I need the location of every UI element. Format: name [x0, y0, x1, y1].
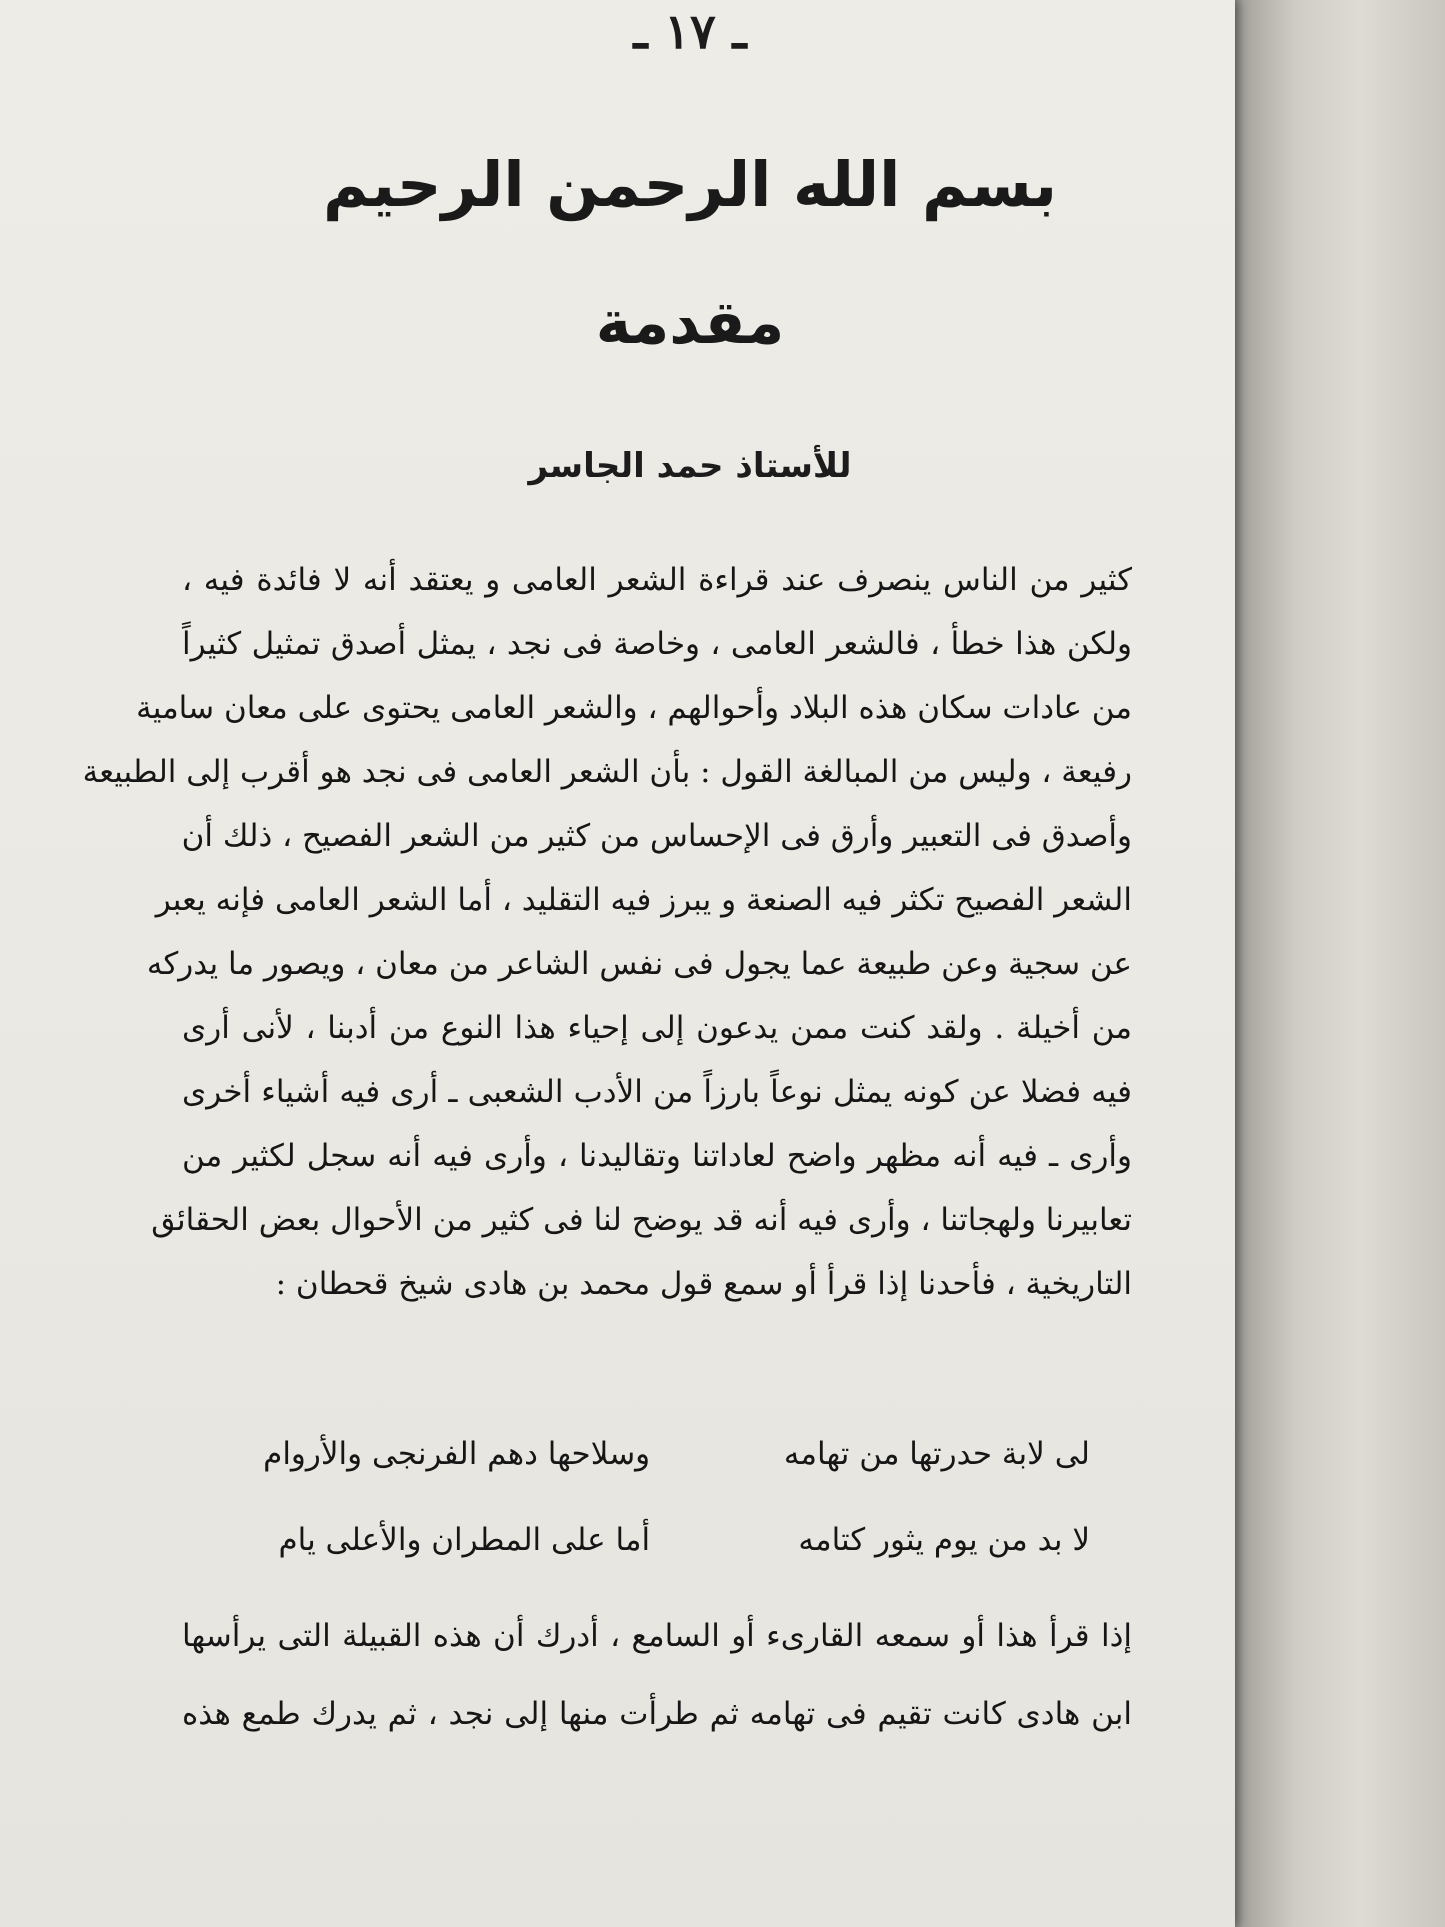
- verse-second-hemistich: أما على المطران والأعلى يام: [278, 1522, 651, 1558]
- section-title: مقدمة: [595, 288, 785, 358]
- text-line: إذا قرأ هذا أو سمعه القارىء أو السامع ، أدرك أن هذه القبيلة التى يرأسها: [182, 1618, 1132, 1654]
- text-line: ابن هادى كانت تقيم فى تهامه ثم طرأت منها إلى نجد ، ثم يدرك طمع هذه: [182, 1696, 1132, 1732]
- text-line: عن سجية وعن طبيعة عما يجول فى نفس الشاعر من معان ، ويصور ما يدركه: [146, 946, 1132, 982]
- verse-line: [230, 1508, 1090, 1572]
- basmala-heading: بسم الله الرحمن الرحيم: [322, 148, 1058, 221]
- text-line: ولكن هذا خطأ ، فالشعر العامى ، وخاصة فى نجد ، يمثل أصدق تمثيل كثيراً: [182, 626, 1132, 662]
- text-line: تعابيرنا ولهجاتنا ، وأرى فيه أنه قد يوضح لنا فى كثير من الأحوال بعض الحقائق: [151, 1202, 1132, 1238]
- verse-line: [230, 1422, 1090, 1486]
- text-line: وأرى ـ فيه أنه مظهر واضح لعاداتنا وتقاليدنا ، وأرى فيه أنه سجل لكثير من: [182, 1138, 1132, 1174]
- text-line: التاريخية ، فأحدنا إذا قرأ أو سمع قول محمد بن هادى شيخ قحطان :: [275, 1266, 1132, 1302]
- verse-second-hemistich: وسلاحها دهم الفرنجى والأروام: [263, 1436, 651, 1472]
- text-line: من أخيلة . ولقد كنت ممن يدعون إلى إحياء هذا النوع من أدبنا ، لأنى أرى: [182, 1010, 1132, 1046]
- verse-first-hemistich: لى لابة حدرتها من تهامه: [783, 1436, 1090, 1472]
- text-line: الشعر الفصيح تكثر فيه الصنعة و يبرز فيه التقليد ، أما الشعر العامى فإنه يعبر: [155, 882, 1132, 918]
- verse-first-hemistich: لا بد من يوم يثور كتامه: [798, 1522, 1090, 1558]
- text-line: كثير من الناس ينصرف عند قراءة الشعر العامى و يعتقد أنه لا فائدة فيه ،: [182, 562, 1132, 598]
- text-line: من عادات سكان هذه البلاد وأحوالهم ، والشعر العامى يحتوى على معان سامية: [136, 690, 1132, 726]
- author-line: للأستاذ حمد الجاسر: [528, 446, 852, 486]
- text-line: رفيعة ، وليس من المبالغة القول : بأن الشعر العامى فى نجد هو أقرب إلى الطبيعة: [82, 754, 1132, 790]
- text-line: فيه فضلا عن كونه يمثل نوعاً بارزاً من الأدب الشعبى ـ أرى فيه أشياء أخرى: [182, 1074, 1132, 1110]
- text-line: وأصدق فى التعبير وأرق فى الإحساس من كثير من الشعر الفصيح ، ذلك أن: [181, 818, 1132, 854]
- page-number: ـ ١٧ ـ: [633, 4, 747, 60]
